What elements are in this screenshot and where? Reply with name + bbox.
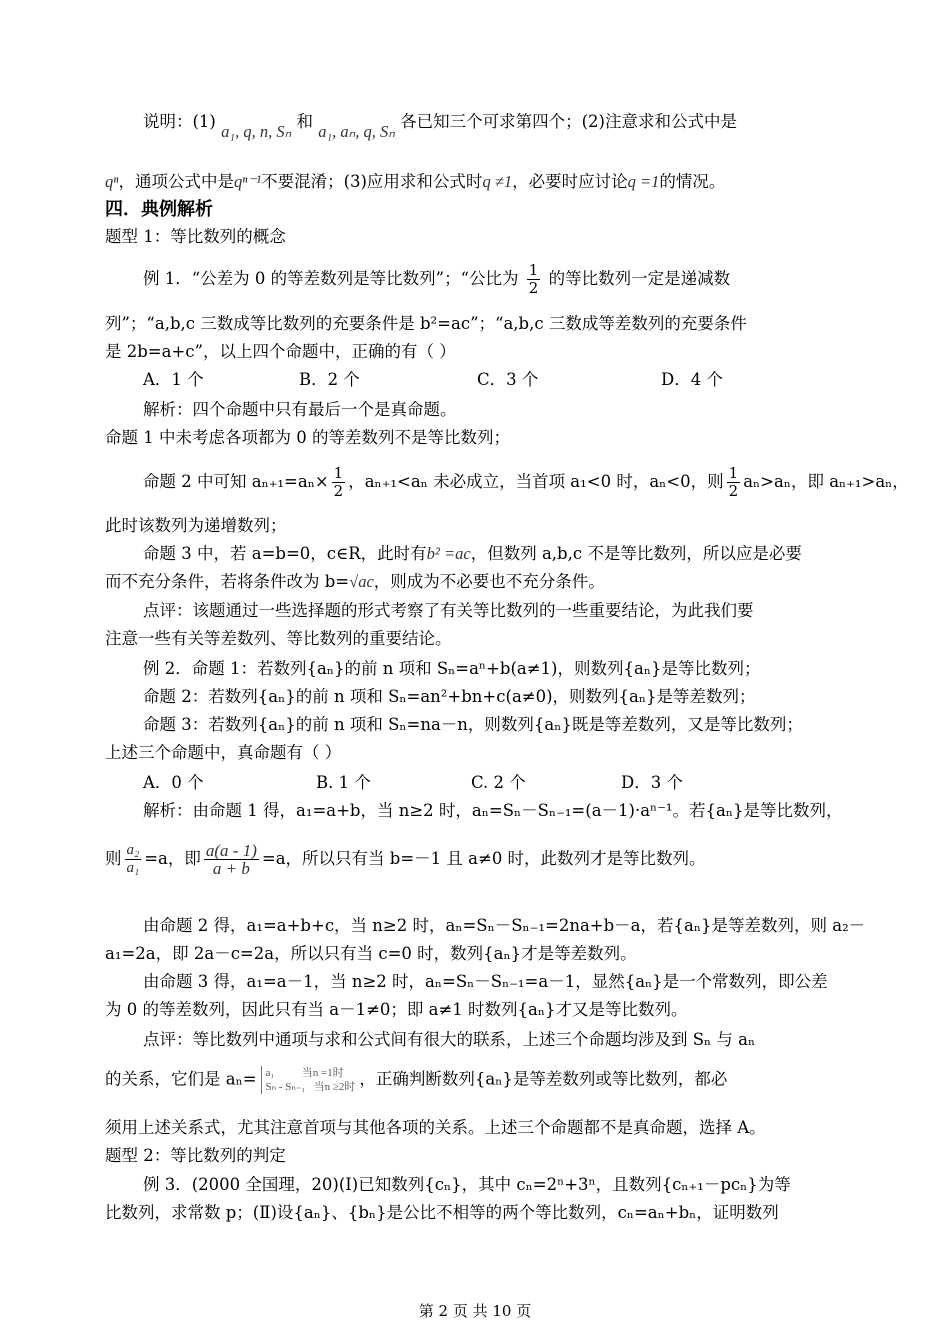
math-formula: a₁, q, n, Sₙ (221, 122, 292, 141)
fraction (125, 842, 142, 877)
solution-line: 解析：由命题 1 得，a₁=a+b，当 n≥2 时，aₙ=Sₙ－Sₙ₋₁=(a－1)·aⁿ⁻¹。若{aₙ}是等比数列， (143, 801, 843, 820)
comment-line: 须用上述关系式，尤其注意首项与其他各项的关系。上述三个命题都不是真命题，选择 A。 (105, 1118, 766, 1137)
piecewise-case: Sₙ - Sₙ₋₁ 当n ≥2时 (265, 1081, 356, 1093)
math-formula: √ac (349, 572, 374, 591)
math-formula: q ≠1 (482, 172, 513, 191)
note-text: 和 (296, 112, 313, 131)
example-text: 的等比数列一定是递减数 (548, 269, 731, 288)
denominator: 2 (528, 279, 539, 297)
denominator: a₁ (126, 860, 140, 876)
solution-text: 命题 3 中，若 a=b=0，c∈R，此时有 (143, 544, 427, 563)
solution-line (143, 464, 909, 500)
option-b: B．2 个 (299, 370, 360, 389)
example-2-line: 命题 2：若数列{aₙ}的前 n 项和 Sₙ=an²+bn+c(a≠0)，则数列{aₙ}是等差数列； (143, 687, 756, 706)
solution-text: ，但数列 a,b,c 不是等比数列，所以应是必要 (470, 544, 802, 563)
section-title: 四．典例解析 (105, 199, 213, 220)
solution-line: 由命题 3 得，a₁=a－1，当 n≥2 时，aₙ=Sₙ－Sₙ₋₁=a－1，显然{aₙ}是一个常数列，即公差 (143, 972, 828, 991)
solution-line (105, 842, 850, 877)
comment-line: 点评：等比数列中通项与求和公式间有很大的联系，上述三个命题均涉及到 Sₙ 与 aₙ (143, 1030, 756, 1049)
comment-text: ，正确判断数列{aₙ}是等差数列或等比数列，都必 (359, 1069, 728, 1089)
math-formula: a₁, aₙ, q, Sₙ (318, 122, 395, 141)
solution-text: 则 (105, 849, 122, 868)
numerator: 1 (728, 464, 739, 482)
numerator: 1 (528, 261, 539, 279)
math-formula: qⁿ (105, 172, 119, 191)
denominator: a + b (212, 859, 250, 878)
math-formula: b² =ac (426, 544, 471, 563)
solution-line (105, 570, 850, 594)
option-d: D．4 个 (661, 370, 723, 389)
note-line-2 (105, 170, 850, 194)
solution-text: =a，即 (144, 849, 201, 868)
example-3-line: 例 3．(2000 全国理，20)(Ⅰ)已知数列{cₙ}，其中 cₙ=2ⁿ+3ⁿ，且数列{cₙ₊₁－pcₙ}为等 (143, 1175, 791, 1194)
math-formula: qⁿ⁻¹ (233, 172, 262, 191)
example-2-line: 命题 3：若数列{aₙ}的前 n 项和 Sₙ=na－n，则数列{aₙ}既是等差数列，又是等比数列； (143, 715, 803, 734)
subsection-title: 题型 1：等比数列的概念 (105, 227, 286, 246)
option-d: D．3 个 (621, 773, 683, 792)
option-c: C. 2 个 (471, 773, 526, 792)
note-text: 的情况。 (659, 172, 726, 191)
comment-line (105, 1066, 850, 1094)
solution-text: aₙ>aₙ，即 aₙ₊₁>aₙ， (743, 472, 909, 491)
fraction (332, 465, 346, 500)
example-1-line-2: 列”；“a,b,c 三数成等比数列的充要条件是 b²=ac”；“a,b,c 三数成等差数列的充要条件 (105, 314, 747, 333)
solution-line: 命题 1 中未考虑各项都为 0 的等差数列不是等比数列； (105, 428, 510, 447)
math-formula: q =1 (627, 172, 660, 191)
comment-text: 的关系，它们是 aₙ= (105, 1069, 257, 1089)
fraction (204, 842, 259, 877)
solution-line: 此时该数列为递增数列； (105, 516, 287, 535)
piecewise-formula (261, 1066, 356, 1094)
solution-text: 而不充分条件，若将条件改为 b= (105, 572, 350, 591)
fraction (727, 465, 741, 500)
solution-text: ，则成为不必要也不充分条件。 (373, 572, 605, 591)
page-footer: 第 2 页 共 10 页 (418, 1302, 532, 1320)
solution-text: =a，所以只有当 b=－1 且 a≠0 时，此数列才是等比数列。 (261, 849, 706, 868)
example-2-line: 上述三个命题中，真命题有（ ） (105, 743, 342, 762)
note-text: 不要混淆；(3)应用求和公式时 (261, 172, 483, 191)
option-c: C．3 个 (477, 370, 539, 389)
denominator: 2 (728, 482, 739, 500)
numerator: 1 (333, 464, 344, 482)
example-2-options (143, 771, 850, 795)
solution-line: 解析：四个命题中只有最后一个是真命题。 (143, 400, 457, 419)
note-text: 各已知三个可求第四个；(2)注意求和公式中是 (400, 112, 737, 131)
example-3-line: 比数列，求常数 p；(Ⅱ)设{aₙ}、{bₙ}是公比不相等的两个等比数列，cₙ=aₙ+bₙ，证明数列 (105, 1203, 779, 1222)
example-1-line-1 (143, 262, 850, 297)
solution-text: ，aₙ₊₁<aₙ 未必成立，当首项 a₁<0 时，aₙ<0，则 (348, 472, 724, 491)
fraction (527, 262, 541, 297)
example-1-options (143, 368, 850, 392)
example-2-line: 例 2．命题 1：若数列{aₙ}的前 n 项和 Sₙ=aⁿ+b(a≠1)，则数列{aₙ}是等比数列； (143, 659, 761, 678)
note-text: 说明：(1) (143, 112, 216, 131)
numerator: a(a - 1) (205, 841, 257, 860)
note-line-1 (143, 110, 850, 141)
note-text: ，通项公式中是 (118, 172, 234, 191)
solution-line: 由命题 2 得，a₁=a+b+c，当 n≥2 时，aₙ=Sₙ－Sₙ₋₁=2na+b－a，若{aₙ}是等差数列，则 a₂－ (143, 916, 866, 935)
solution-text: 命题 2 中可知 aₙ₊₁=aₙ× (143, 472, 329, 491)
solution-line (143, 542, 850, 566)
example-text: 例 1．“公差为 0 的等差数列是等比数列”；“公比为 (143, 269, 519, 288)
comment-line: 注意一些有关等差数列、等比数列的重要结论。 (105, 629, 452, 648)
note-text: ，必要时应讨论 (512, 172, 628, 191)
option-a: A．1 个 (143, 370, 204, 389)
denominator: 2 (333, 482, 344, 500)
option-b: B. 1 个 (316, 773, 371, 792)
piecewise-case: a₁ 当n =1时 (265, 1067, 344, 1079)
example-1-line-3: 是 2b=a+c”，以上四个命题中，正确的有（ ） (105, 342, 456, 361)
solution-line: a₁=2a，即 2a－c=2a，所以只有当 c=0 时，数列{aₙ}才是等差数列。 (105, 944, 637, 963)
solution-line: 为 0 的等差数列，因此只有当 a－1≠0；即 a≠1 时数列{aₙ}才又是等比数列。 (105, 1000, 688, 1019)
subsection-title: 题型 2：等比数列的判定 (105, 1146, 286, 1165)
comment-line: 点评：该题通过一些选择题的形式考察了有关等比数列的一些重要结论，为此我们要 (143, 601, 754, 620)
option-a: A．0 个 (143, 773, 204, 792)
numerator: a₂ (126, 842, 140, 858)
